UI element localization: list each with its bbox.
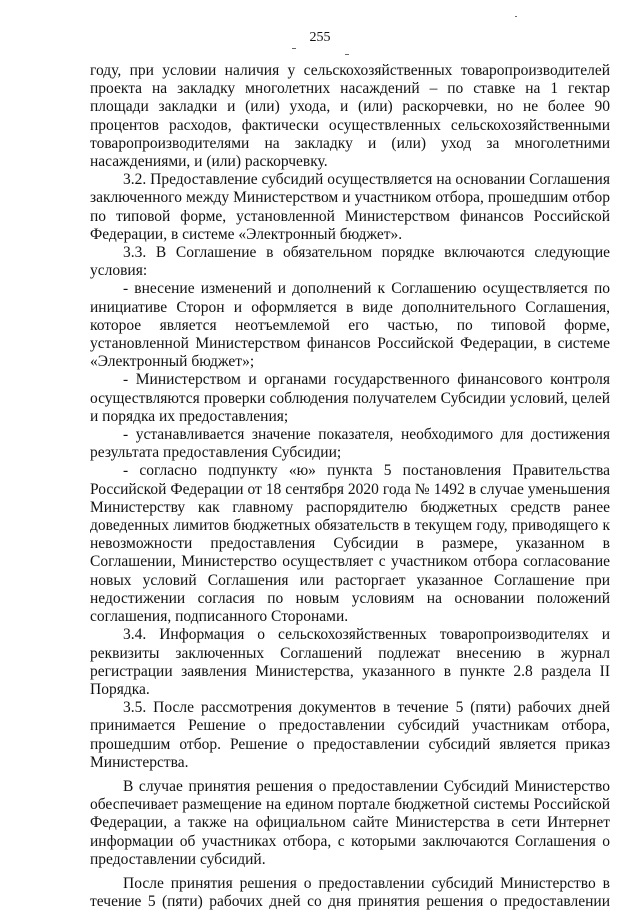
paragraph-after-decision: После принятия решения о предоставлении субсидий Министерство в течение 5 (пяти) рабочих дней со дня принятия решения о предоставлении [90,874,610,911]
paragraph-3-4: 3.4. Информация о сельскохозяйственных товаропроизводителях и реквизиты заключенных Соглашений подлежат внесению в журнал регистрации заявления Министерства, указанного в пункте 2.8 раздела II Порядка. [90,626,610,698]
list-item-indicator: - устанавливается значение показателя, необходимого для достижения результата предоставления Субсидии; [90,426,610,462]
scan-speck [292,48,296,49]
document-body [90,62,610,911]
paragraph-3-2: 3.2. Предоставление субсидий осуществляется на основании Соглашения заключенного между Министерством и участником отбора, прошедшим отбор по типовой форме, установленной Министерством финансов Российской Федерации, в системе «Электронный бюджет». [90,171,610,243]
list-item-amendments: - внесение изменений и дополнений к Соглашению осуществляется по инициативе Сторон и оформляется в виде дополнительного Соглашения, которое является неотъемлемой его частью, по типовой форме, установленной Министерством финансов Российской Федерации, в системе «Электронный бюджет»; [90,280,610,371]
scan-speck [515,16,517,17]
scan-speck [345,54,349,55]
paragraph-publication: В случае принятия решения о предоставлении Субсидий Министерство обеспечивает размещение на едином портале бюджетной системы Российской Федерации, а также на официальном сайте Министерства в сети Интернет информации об участниках отбора, с которыми заключаются Соглашения о предоставлении субсидий. [90,777,610,868]
paragraph-3-5: 3.5. После рассмотрения документов в течение 5 (пяти) рабочих дней принимается Решение о предоставлении субсидий участникам отбора, прошедшим отбор. Решение о предоставлении субсидий является приказ Министерства. [90,699,610,771]
list-item-budget-limits: - согласно подпункту «ю» пункта 5 постановления Правительства Российской Федерации от 18 сентября 2020 года № 1492 в случае уменьшения Министерству как главному распорядителю бюджетных средств ранее доведенных лимитов бюджетных обязательств в текущем году, приводящего к невозможности предоставления Субсидии в размере, указанном в Соглашении, Министерство осуществляет с участником отбора согласование новых условий Соглашения или расторгает указанное Соглашение при недостижении согласия по новым условиям на основании положений соглашения, подписанного Сторонами. [90,462,610,626]
page-number: 255 [309,30,331,45]
paragraph-3-3: 3.3. В Соглашение в обязательном порядке включаются следующие условия: [90,244,610,280]
paragraph-continuation: году, при условии наличия у сельскохозяйственных товаропроизводителей проекта на закладку многолетних насаждений – по ставке на 1 гектар площади закладки и (или) ухода, и (или) раскорчевки, но не более 90 процентов расходов, фактически осуществленных сельскохозяйственными товаропроизводителями на закладку и (или) уход за многолетними насаждениями, и (или) раскорчевку. [90,62,610,171]
list-item-inspections: - Министерством и органами государственного финансового контроля осуществляются проверки соблюдения получателем Субсидии условий, целей и порядка их предоставления; [90,371,610,425]
